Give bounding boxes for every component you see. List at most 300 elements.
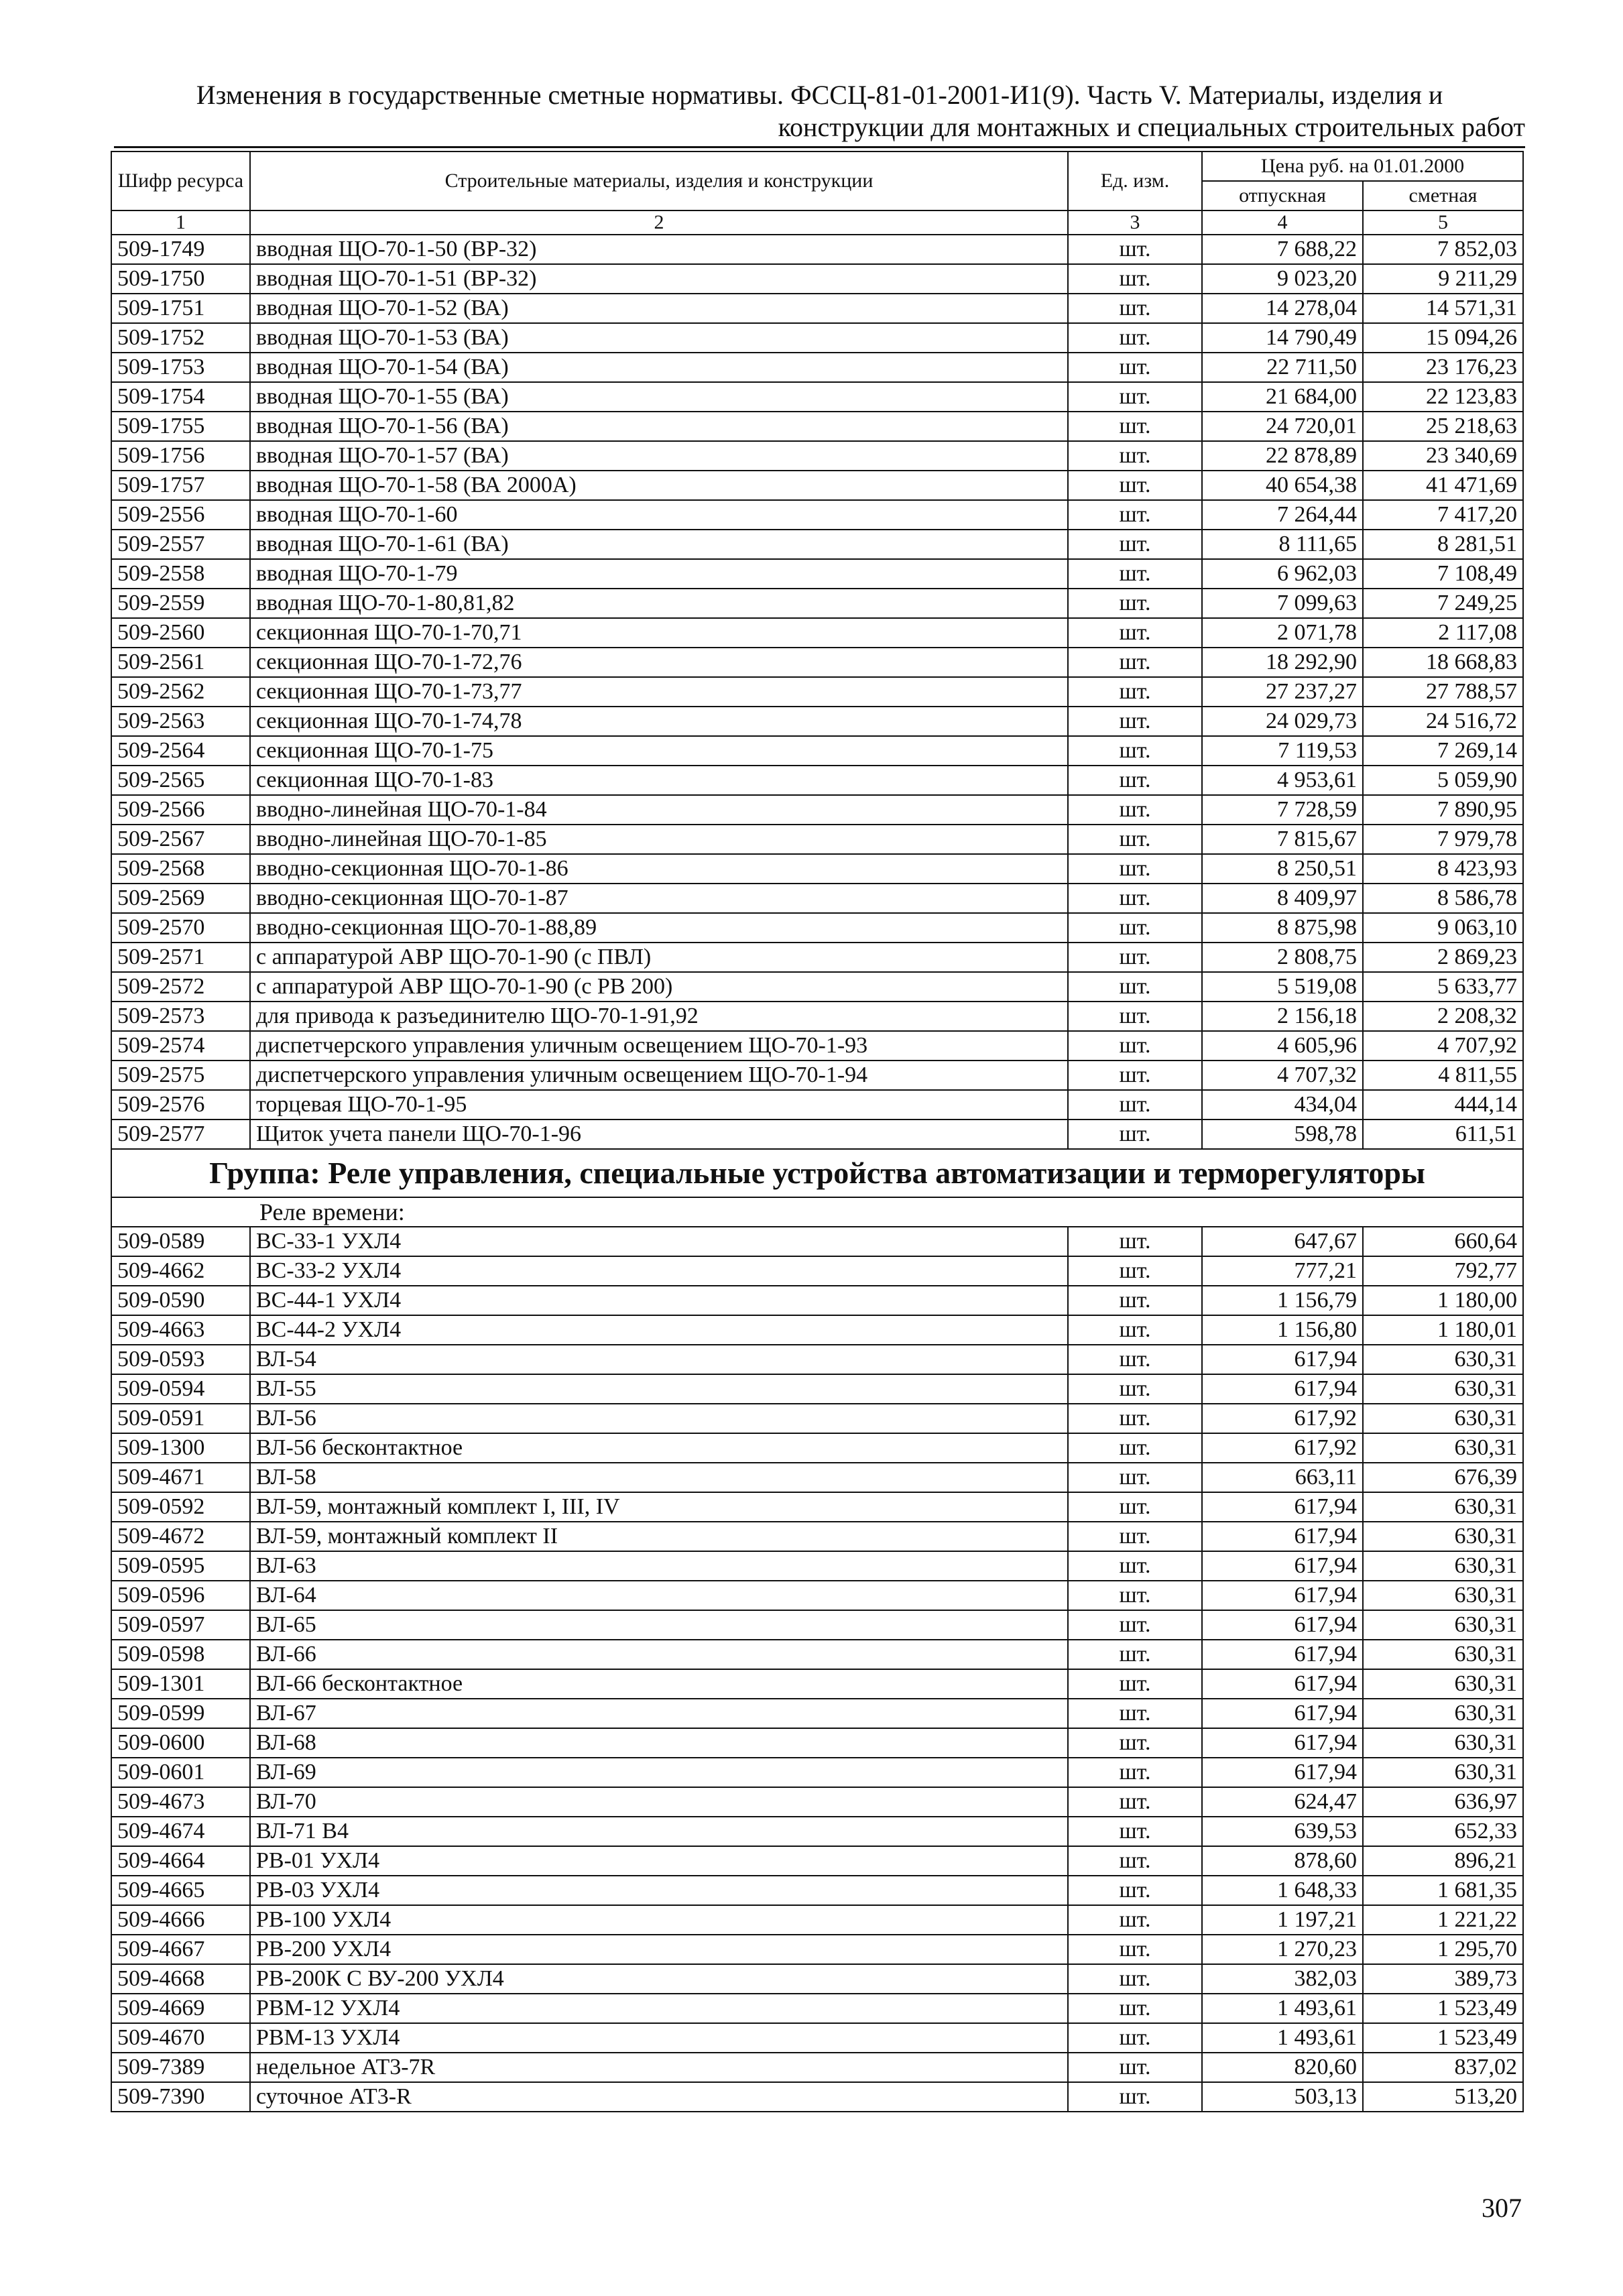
- table-row: [111, 884, 1523, 913]
- material-name: вводная ЩО-70-1-56 (ВА): [250, 412, 1068, 441]
- material-name: вводная ЩО-70-1-79: [250, 559, 1068, 589]
- unit: шт.: [1068, 1758, 1202, 1787]
- resource-code: 509-1300: [111, 1433, 250, 1463]
- unit: шт.: [1068, 913, 1202, 943]
- unit: шт.: [1068, 1120, 1202, 1149]
- unit: шт.: [1068, 648, 1202, 677]
- material-name: секционная ЩО-70-1-74,78: [250, 707, 1068, 736]
- unit: шт.: [1068, 1433, 1202, 1463]
- release-price: 617,92: [1202, 1404, 1363, 1433]
- table-row: [111, 2023, 1523, 2053]
- unit: шт.: [1068, 382, 1202, 412]
- table-row: [111, 1905, 1523, 1935]
- unit: шт.: [1068, 471, 1202, 500]
- resource-code: 509-0601: [111, 1758, 250, 1787]
- unit: шт.: [1068, 972, 1202, 1002]
- estimate-price: 630,31: [1363, 1492, 1523, 1522]
- material-name: ВЛ-59, монтажный комплект II: [250, 1522, 1068, 1551]
- material-name: ВС-44-2 УХЛ4: [250, 1315, 1068, 1345]
- material-name: РВ-200К С ВУ-200 УХЛ4: [250, 1964, 1068, 1994]
- table-row: [111, 1610, 1523, 1640]
- unit: шт.: [1068, 530, 1202, 559]
- estimate-price: 630,31: [1363, 1640, 1523, 1669]
- estimate-price: 5 059,90: [1363, 766, 1523, 795]
- table-row: [111, 1876, 1523, 1905]
- resource-code: 509-0591: [111, 1404, 250, 1433]
- material-name: вводная ЩО-70-1-50 (ВР-32): [250, 235, 1068, 264]
- header-rule: [114, 146, 1525, 148]
- material-name: ВЛ-63: [250, 1551, 1068, 1581]
- resource-code: 509-2569: [111, 884, 250, 913]
- material-name: Щиток учета панели ЩО-70-1-96: [250, 1120, 1068, 1149]
- resource-code: 509-4665: [111, 1876, 250, 1905]
- estimate-price: 2 869,23: [1363, 943, 1523, 972]
- unit: шт.: [1068, 1787, 1202, 1817]
- estimate-price: 444,14: [1363, 1090, 1523, 1120]
- estimate-price: 513,20: [1363, 2082, 1523, 2112]
- release-price: 21 684,00: [1202, 382, 1363, 412]
- material-name: ВЛ-65: [250, 1610, 1068, 1640]
- estimate-price: 389,73: [1363, 1964, 1523, 1994]
- unit: шт.: [1068, 1699, 1202, 1728]
- table-row: [111, 530, 1523, 559]
- release-price: 624,47: [1202, 1787, 1363, 1817]
- table-row: [111, 1286, 1523, 1315]
- resource-code: 509-1301: [111, 1669, 250, 1699]
- resource-code: 509-2575: [111, 1061, 250, 1090]
- resource-code: 509-2562: [111, 677, 250, 707]
- release-price: 617,94: [1202, 1374, 1363, 1404]
- resource-code: 509-2577: [111, 1120, 250, 1149]
- table-row: [111, 795, 1523, 825]
- resource-code: 509-7390: [111, 2082, 250, 2112]
- unit: шт.: [1068, 1374, 1202, 1404]
- unit: шт.: [1068, 294, 1202, 323]
- resource-code: 509-1754: [111, 382, 250, 412]
- unit: шт.: [1068, 1345, 1202, 1374]
- estimate-price: 2 208,32: [1363, 1002, 1523, 1031]
- material-name: ВЛ-68: [250, 1728, 1068, 1758]
- material-name: ВЛ-70: [250, 1787, 1068, 1817]
- resource-code: 509-4668: [111, 1964, 250, 1994]
- table-row: [111, 1463, 1523, 1492]
- resource-code: 509-4669: [111, 1994, 250, 2023]
- material-name: вводно-секционная ЩО-70-1-87: [250, 884, 1068, 913]
- release-price: 14 790,49: [1202, 323, 1363, 353]
- release-price: 7 119,53: [1202, 736, 1363, 766]
- estimate-price: 1 180,00: [1363, 1286, 1523, 1315]
- resource-code: 509-2568: [111, 854, 250, 884]
- release-price: 617,92: [1202, 1433, 1363, 1463]
- resource-code: 509-2561: [111, 648, 250, 677]
- material-name: секционная ЩО-70-1-75: [250, 736, 1068, 766]
- table-row: [111, 382, 1523, 412]
- material-name: РВ-03 УХЛ4: [250, 1876, 1068, 1905]
- estimate-price: 660,64: [1363, 1227, 1523, 1256]
- table-body-time-relays: [111, 1227, 1523, 2112]
- resource-code: 509-0597: [111, 1610, 250, 1640]
- estimate-price: 8 281,51: [1363, 530, 1523, 559]
- material-name: ВЛ-66: [250, 1640, 1068, 1669]
- release-price: 8 250,51: [1202, 854, 1363, 884]
- release-price: 4 605,96: [1202, 1031, 1363, 1061]
- estimate-price: 1 681,35: [1363, 1876, 1523, 1905]
- table-row: [111, 1551, 1523, 1581]
- estimate-price: 837,02: [1363, 2053, 1523, 2082]
- table-row: [111, 1433, 1523, 1463]
- estimate-price: 630,31: [1363, 1699, 1523, 1728]
- unit: шт.: [1068, 1728, 1202, 1758]
- estimate-price: 1 523,49: [1363, 2023, 1523, 2053]
- release-price: 777,21: [1202, 1256, 1363, 1286]
- resource-code: 509-4671: [111, 1463, 250, 1492]
- material-name: вводная ЩО-70-1-61 (ВА): [250, 530, 1068, 559]
- resource-code: 509-0589: [111, 1227, 250, 1256]
- estimate-price: 630,31: [1363, 1404, 1523, 1433]
- unit: шт.: [1068, 412, 1202, 441]
- table-row: [111, 353, 1523, 382]
- material-name: вводная ЩО-70-1-80,81,82: [250, 589, 1068, 618]
- estimate-price: 4 707,92: [1363, 1031, 1523, 1061]
- unit: шт.: [1068, 825, 1202, 854]
- estimate-price: 630,31: [1363, 1551, 1523, 1581]
- table-row: [111, 1846, 1523, 1876]
- resource-code: 509-4674: [111, 1817, 250, 1846]
- table-row: [111, 1994, 1523, 2023]
- release-price: 22 878,89: [1202, 441, 1363, 471]
- release-price: 7 728,59: [1202, 795, 1363, 825]
- unit: шт.: [1068, 1551, 1202, 1581]
- release-price: 503,13: [1202, 2082, 1363, 2112]
- running-header-line1: Изменения в государственные сметные нормативы. ФССЦ-81-01-2001-И1(9). Часть V. Материалы, изделия и: [196, 80, 1443, 110]
- unit: шт.: [1068, 1256, 1202, 1286]
- unit: шт.: [1068, 1640, 1202, 1669]
- unit: шт.: [1068, 1669, 1202, 1699]
- material-name: секционная ЩО-70-1-72,76: [250, 648, 1068, 677]
- estimate-price: 896,21: [1363, 1846, 1523, 1876]
- unit: шт.: [1068, 2082, 1202, 2112]
- material-name: вводная ЩО-70-1-51 (ВР-32): [250, 264, 1068, 294]
- release-price: 663,11: [1202, 1463, 1363, 1492]
- material-name: ВС-33-2 УХЛ4: [250, 1256, 1068, 1286]
- table-row: [111, 1522, 1523, 1551]
- resource-code: 509-4666: [111, 1905, 250, 1935]
- material-name: ВЛ-55: [250, 1374, 1068, 1404]
- release-price: 7 815,67: [1202, 825, 1363, 854]
- resource-code: 509-2556: [111, 500, 250, 530]
- estimate-price: 18 668,83: [1363, 648, 1523, 677]
- resource-code: 509-4662: [111, 1256, 250, 1286]
- material-name: недельное АТ3-7R: [250, 2053, 1068, 2082]
- resource-code: 509-0592: [111, 1492, 250, 1522]
- resource-code: 509-4667: [111, 1935, 250, 1964]
- estimate-price: 8 423,93: [1363, 854, 1523, 884]
- release-price: 8 409,97: [1202, 884, 1363, 913]
- release-price: 434,04: [1202, 1090, 1363, 1120]
- resource-code: 509-4664: [111, 1846, 250, 1876]
- material-name: вводная ЩО-70-1-57 (ВА): [250, 441, 1068, 471]
- unit: шт.: [1068, 1964, 1202, 1994]
- estimate-price: 1 295,70: [1363, 1935, 1523, 1964]
- table-body-switchboards: [111, 235, 1523, 1149]
- resource-code: 509-1750: [111, 264, 250, 294]
- table-row: [111, 1581, 1523, 1610]
- estimate-price: 15 094,26: [1363, 323, 1523, 353]
- material-name: торцевая ЩО-70-1-95: [250, 1090, 1068, 1120]
- resource-code: 509-2557: [111, 530, 250, 559]
- table-row: [111, 1315, 1523, 1345]
- material-name: ВЛ-69: [250, 1758, 1068, 1787]
- unit: шт.: [1068, 1227, 1202, 1256]
- release-price: 617,94: [1202, 1699, 1363, 1728]
- release-price: 7 264,44: [1202, 500, 1363, 530]
- release-price: 6 962,03: [1202, 559, 1363, 589]
- material-name: вводно-секционная ЩО-70-1-86: [250, 854, 1068, 884]
- estimate-price: 7 852,03: [1363, 235, 1523, 264]
- resource-code: 509-2576: [111, 1090, 250, 1120]
- release-price: 617,94: [1202, 1581, 1363, 1610]
- table-row: [111, 294, 1523, 323]
- table-row: [111, 2053, 1523, 2082]
- material-name: вводная ЩО-70-1-60: [250, 500, 1068, 530]
- estimate-price: 9 211,29: [1363, 264, 1523, 294]
- col-header-code: Шифр ресурса: [111, 152, 250, 210]
- unit: шт.: [1068, 441, 1202, 471]
- page-number: 307: [1482, 2193, 1522, 2223]
- resource-code: 509-0593: [111, 1345, 250, 1374]
- unit: шт.: [1068, 1876, 1202, 1905]
- release-price: 4 953,61: [1202, 766, 1363, 795]
- release-price: 2 071,78: [1202, 618, 1363, 648]
- unit: шт.: [1068, 1463, 1202, 1492]
- unit: шт.: [1068, 264, 1202, 294]
- table-row: [111, 1404, 1523, 1433]
- table-row: [111, 1669, 1523, 1699]
- table-row: [111, 1699, 1523, 1728]
- unit: шт.: [1068, 2023, 1202, 2053]
- resource-code: 509-2558: [111, 559, 250, 589]
- estimate-price: 1 221,22: [1363, 1905, 1523, 1935]
- material-name: вводная ЩО-70-1-55 (ВА): [250, 382, 1068, 412]
- table-row: [111, 471, 1523, 500]
- unit: шт.: [1068, 707, 1202, 736]
- estimate-price: 7 249,25: [1363, 589, 1523, 618]
- estimate-price: 2 117,08: [1363, 618, 1523, 648]
- table-row: [111, 736, 1523, 766]
- release-price: 598,78: [1202, 1120, 1363, 1149]
- resource-code: 509-0599: [111, 1699, 250, 1728]
- unit: шт.: [1068, 1286, 1202, 1315]
- material-name: диспетчерского управления уличным освещением ЩО-70-1-93: [250, 1031, 1068, 1061]
- unit: шт.: [1068, 1994, 1202, 2023]
- unit: шт.: [1068, 559, 1202, 589]
- release-price: 617,94: [1202, 1610, 1363, 1640]
- unit: шт.: [1068, 795, 1202, 825]
- estimate-price: 652,33: [1363, 1817, 1523, 1846]
- unit: шт.: [1068, 1935, 1202, 1964]
- table-row: [111, 1120, 1523, 1149]
- estimate-price: 1 523,49: [1363, 1994, 1523, 2023]
- estimate-price: 676,39: [1363, 1463, 1523, 1492]
- release-price: 617,94: [1202, 1758, 1363, 1787]
- release-price: 9 023,20: [1202, 264, 1363, 294]
- material-name: ВЛ-67: [250, 1699, 1068, 1728]
- release-price: 14 278,04: [1202, 294, 1363, 323]
- release-price: 617,94: [1202, 1492, 1363, 1522]
- material-name: ВЛ-56: [250, 1404, 1068, 1433]
- material-name: ВЛ-56 бесконтактное: [250, 1433, 1068, 1463]
- unit: шт.: [1068, 854, 1202, 884]
- resource-code: 509-4663: [111, 1315, 250, 1345]
- material-name: вводно-секционная ЩО-70-1-88,89: [250, 913, 1068, 943]
- estimate-price: 611,51: [1363, 1120, 1523, 1149]
- release-price: 1 197,21: [1202, 1905, 1363, 1935]
- material-name: суточное АТ3-R: [250, 2082, 1068, 2112]
- estimate-price: 630,31: [1363, 1758, 1523, 1787]
- material-name: ВЛ-58: [250, 1463, 1068, 1492]
- estimate-price: 7 979,78: [1363, 825, 1523, 854]
- resource-code: 509-1753: [111, 353, 250, 382]
- estimate-price: 14 571,31: [1363, 294, 1523, 323]
- resource-code: 509-1757: [111, 471, 250, 500]
- material-name: вводная ЩО-70-1-54 (ВА): [250, 353, 1068, 382]
- release-price: 1 493,61: [1202, 1994, 1363, 2023]
- resource-code: 509-0596: [111, 1581, 250, 1610]
- estimate-price: 630,31: [1363, 1522, 1523, 1551]
- estimate-price: 792,77: [1363, 1256, 1523, 1286]
- col-number: 5: [1363, 210, 1523, 235]
- estimate-price: 22 123,83: [1363, 382, 1523, 412]
- unit: шт.: [1068, 766, 1202, 795]
- release-price: 617,94: [1202, 1345, 1363, 1374]
- subgroup-title: Реле времени:: [111, 1197, 1523, 1227]
- unit: шт.: [1068, 1031, 1202, 1061]
- unit: шт.: [1068, 1610, 1202, 1640]
- col-number: 1: [111, 210, 250, 235]
- unit: шт.: [1068, 1492, 1202, 1522]
- unit: шт.: [1068, 1061, 1202, 1090]
- material-name: ВЛ-71 В4: [250, 1817, 1068, 1846]
- col-number: 3: [1068, 210, 1202, 235]
- table-row: [111, 1090, 1523, 1120]
- estimate-price: 7 108,49: [1363, 559, 1523, 589]
- unit: шт.: [1068, 1404, 1202, 1433]
- release-price: 27 237,27: [1202, 677, 1363, 707]
- resource-code: 509-2559: [111, 589, 250, 618]
- resource-code: 509-2566: [111, 795, 250, 825]
- unit: шт.: [1068, 884, 1202, 913]
- estimate-price: 25 218,63: [1363, 412, 1523, 441]
- material-name: РВМ-13 УХЛ4: [250, 2023, 1068, 2053]
- table-row: [111, 1345, 1523, 1374]
- estimate-price: 7 417,20: [1363, 500, 1523, 530]
- release-price: 1 493,61: [1202, 2023, 1363, 2053]
- resource-code: 509-2570: [111, 913, 250, 943]
- table-row: [111, 1374, 1523, 1404]
- estimate-price: 630,31: [1363, 1581, 1523, 1610]
- release-price: 4 707,32: [1202, 1061, 1363, 1090]
- table-row: [111, 1964, 1523, 1994]
- material-name: РВ-200 УХЛ4: [250, 1935, 1068, 1964]
- resource-code: 509-7389: [111, 2053, 250, 2082]
- estimate-price: 8 586,78: [1363, 884, 1523, 913]
- material-name: секционная ЩО-70-1-73,77: [250, 677, 1068, 707]
- material-name: секционная ЩО-70-1-83: [250, 766, 1068, 795]
- group-section: [111, 1149, 1523, 1227]
- unit: шт.: [1068, 1522, 1202, 1551]
- release-price: 8 875,98: [1202, 913, 1363, 943]
- material-name: ВЛ-64: [250, 1581, 1068, 1610]
- release-price: 1 270,23: [1202, 1935, 1363, 1964]
- estimate-price: 7 269,14: [1363, 736, 1523, 766]
- unit: шт.: [1068, 589, 1202, 618]
- unit: шт.: [1068, 1581, 1202, 1610]
- resource-code: 509-2560: [111, 618, 250, 648]
- running-header-line2: конструкции для монтажных и специальных строительных работ: [778, 112, 1525, 142]
- table-row: [111, 972, 1523, 1002]
- table-row: [111, 412, 1523, 441]
- table-row: [111, 264, 1523, 294]
- release-price: 639,53: [1202, 1817, 1363, 1846]
- release-price: 24 720,01: [1202, 412, 1363, 441]
- group-title: Группа: Реле управления, специальные устройства автоматизации и терморегуляторы: [111, 1149, 1523, 1197]
- material-name: для привода к разъединителю ЩО-70-1-91,92: [250, 1002, 1068, 1031]
- release-price: 7 099,63: [1202, 589, 1363, 618]
- release-price: 7 688,22: [1202, 235, 1363, 264]
- release-price: 820,60: [1202, 2053, 1363, 2082]
- resource-code: 509-2571: [111, 943, 250, 972]
- col-header-price: Цена руб. на 01.01.2000: [1202, 152, 1523, 181]
- table-row: [111, 235, 1523, 264]
- unit: шт.: [1068, 677, 1202, 707]
- release-price: 5 519,08: [1202, 972, 1363, 1002]
- estimate-price: 630,31: [1363, 1610, 1523, 1640]
- table-row: [111, 1061, 1523, 1090]
- table-row: [111, 1787, 1523, 1817]
- unit: шт.: [1068, 736, 1202, 766]
- estimate-price: 27 788,57: [1363, 677, 1523, 707]
- table-row: [111, 323, 1523, 353]
- estimate-price: 630,31: [1363, 1433, 1523, 1463]
- estimate-price: 23 340,69: [1363, 441, 1523, 471]
- unit: шт.: [1068, 1002, 1202, 1031]
- resource-code: 509-4670: [111, 2023, 250, 2053]
- release-price: 1 648,33: [1202, 1876, 1363, 1905]
- release-price: 617,94: [1202, 1669, 1363, 1699]
- resource-code: 509-4673: [111, 1787, 250, 1817]
- material-name: с аппаратурой АВР ЩО-70-1-90 (с РВ 200): [250, 972, 1068, 1002]
- estimate-price: 9 063,10: [1363, 913, 1523, 943]
- material-name: РВМ-12 УХЛ4: [250, 1994, 1068, 2023]
- release-price: 647,67: [1202, 1227, 1363, 1256]
- table-row: [111, 618, 1523, 648]
- resource-code: 509-0595: [111, 1551, 250, 1581]
- table-row: [111, 589, 1523, 618]
- resource-code: 509-1749: [111, 235, 250, 264]
- material-name: секционная ЩО-70-1-70,71: [250, 618, 1068, 648]
- estimate-price: 4 811,55: [1363, 1061, 1523, 1090]
- table-row: [111, 500, 1523, 530]
- table-row: [111, 1758, 1523, 1787]
- table-row: [111, 2082, 1523, 2112]
- resource-code: 509-2564: [111, 736, 250, 766]
- col-header-unit: Ед. изм.: [1068, 152, 1202, 210]
- release-price: 878,60: [1202, 1846, 1363, 1876]
- resource-code: 509-2567: [111, 825, 250, 854]
- col-header-release: отпускная: [1202, 181, 1363, 210]
- release-price: 2 156,18: [1202, 1002, 1363, 1031]
- resource-code: 509-2572: [111, 972, 250, 1002]
